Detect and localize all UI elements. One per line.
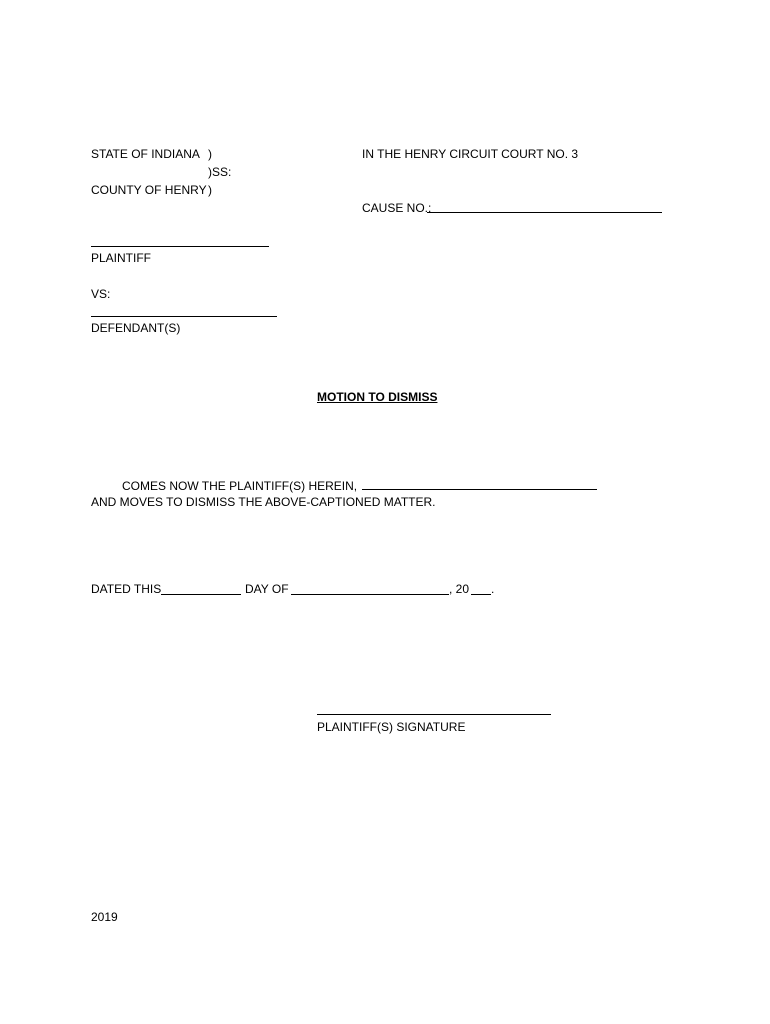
plaintiff-name-field[interactable]	[91, 246, 269, 247]
plaintiff-herein-field[interactable]	[362, 489, 597, 490]
cause-number-label: CAUSE NO.:	[362, 201, 432, 215]
vs-label: VS:	[91, 287, 111, 301]
body-text-line-1: COMES NOW THE PLAINTIFF(S) HEREIN,	[122, 479, 358, 493]
defendant-name-field[interactable]	[91, 316, 277, 317]
caption-paren: )	[208, 147, 212, 161]
body-text-line-2: AND MOVES TO DISMISS THE ABOVE-CAPTIONED MATTER.	[91, 495, 436, 509]
defendant-label: DEFENDANT(S)	[91, 321, 181, 335]
month-field[interactable]	[291, 594, 449, 595]
dated-this-label: DATED THIS	[91, 582, 162, 596]
day-of-label: DAY OF	[245, 582, 289, 596]
document-title: MOTION TO DISMISS	[317, 390, 438, 404]
footer-year: 2019	[91, 910, 118, 924]
year-suffix: .	[491, 582, 495, 596]
county-label: COUNTY OF HENRY	[91, 183, 207, 197]
signature-line[interactable]	[317, 714, 551, 715]
ss-label: )SS:	[208, 165, 232, 179]
court-name: IN THE HENRY CIRCUIT COURT NO. 3	[362, 147, 579, 161]
signature-label: PLAINTIFF(S) SIGNATURE	[317, 720, 466, 734]
caption-paren: )	[208, 183, 212, 197]
day-field[interactable]	[161, 594, 241, 595]
year-field[interactable]	[471, 594, 491, 595]
cause-number-field[interactable]	[427, 212, 662, 213]
state-label: STATE OF INDIANA	[91, 147, 200, 161]
year-prefix: , 20	[449, 582, 470, 596]
plaintiff-label: PLAINTIFF	[91, 251, 152, 265]
